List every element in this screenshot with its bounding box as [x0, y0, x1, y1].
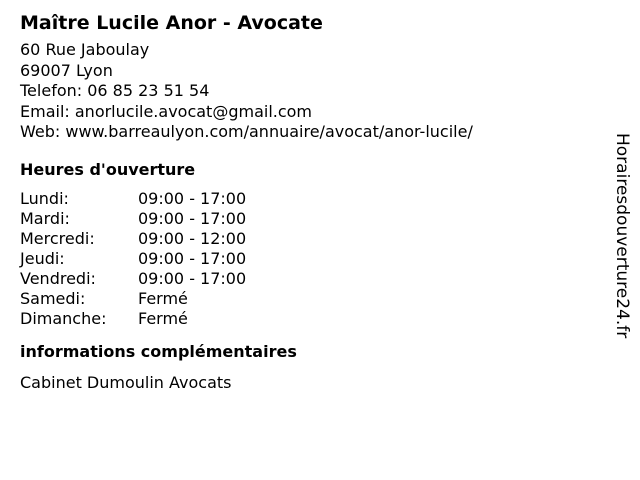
- hours-day: Mercredi:: [20, 228, 95, 248]
- hours-time: 09:00 - 17:00: [138, 268, 247, 288]
- hours-time: 09:00 - 17:00: [138, 188, 247, 208]
- hours-time: 09:00 - 17:00: [138, 208, 247, 228]
- opening-hours-table: [20, 189, 600, 329]
- address-street: 60 Rue Jaboulay: [20, 40, 150, 59]
- listing-content: [20, 10, 600, 393]
- hours-row-friday: [20, 269, 600, 289]
- hours-day: Mardi:: [20, 208, 70, 228]
- hours-row-saturday: [20, 289, 600, 309]
- hours-row-wednesday: [20, 229, 600, 249]
- hours-time: 09:00 - 17:00: [138, 248, 247, 268]
- hours-row-thursday: [20, 249, 600, 269]
- additional-info-text: Cabinet Dumoulin Avocats: [20, 372, 232, 392]
- hours-day: Samedi:: [20, 288, 86, 308]
- hours-day: Vendredi:: [20, 268, 96, 288]
- site-brand-text: Horairesdouverture24.fr: [612, 133, 632, 339]
- hours-day: Jeudi:: [20, 248, 65, 268]
- address-city: 69007 Lyon: [20, 60, 113, 80]
- page-title: Maître Lucile Anor - Avocate: [20, 12, 323, 34]
- hours-row-sunday: [20, 309, 600, 329]
- hours-day: Lundi:: [20, 188, 69, 208]
- address-phone: Telefon: 06 85 23 51 54: [20, 81, 210, 100]
- address-block: [20, 40, 600, 143]
- address-web: Web: www.barreaulyon.com/annuaire/avocat/anor-lucile/: [20, 122, 473, 141]
- opening-hours-heading: Heures d'ouverture: [20, 159, 196, 179]
- additional-info-heading: informations complémentaires: [20, 341, 297, 361]
- address-email: Email: anorlucile.avocat@gmail.com: [20, 101, 313, 121]
- hours-time: 09:00 - 12:00: [138, 228, 247, 248]
- hours-time: Fermé: [138, 308, 188, 328]
- hours-row-tuesday: [20, 209, 600, 229]
- hours-day: Dimanche:: [20, 308, 107, 328]
- hours-row-monday: [20, 189, 600, 209]
- hours-time: Fermé: [138, 288, 188, 308]
- site-brand-vertical: [612, 133, 632, 373]
